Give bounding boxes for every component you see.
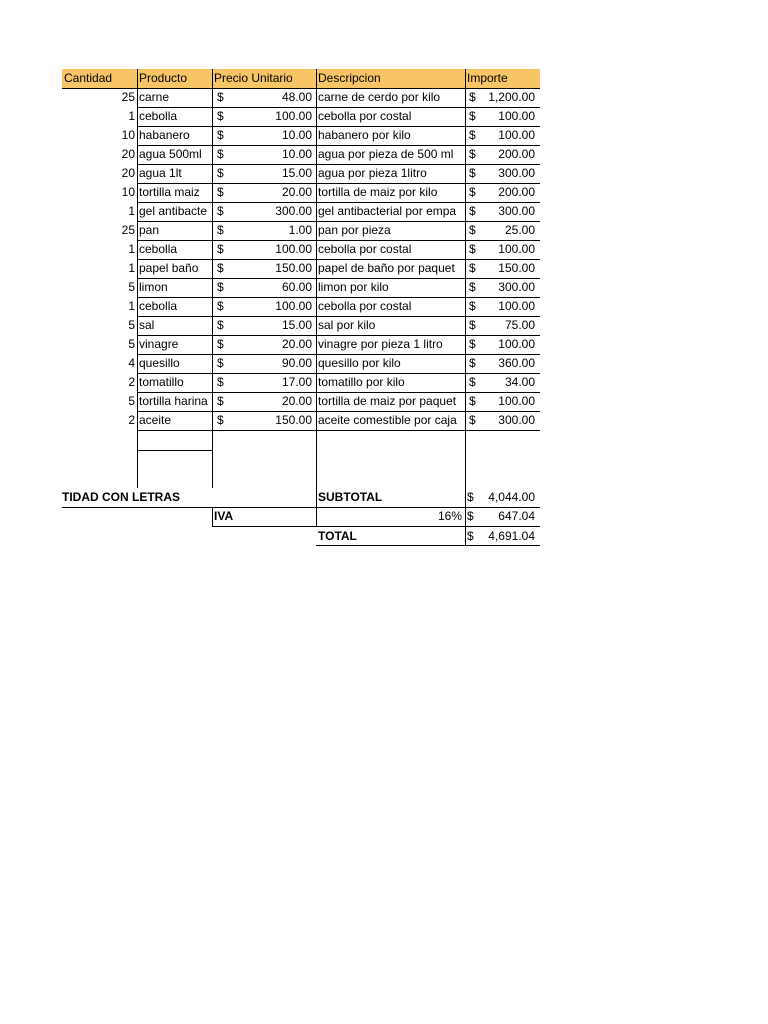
- unit-price-cell[interactable]: 48.00: [281, 90, 312, 104]
- qty-cell[interactable]: 4: [128, 356, 135, 370]
- description-cell[interactable]: aceite comestible por caja: [318, 413, 457, 427]
- amount-cell[interactable]: 100.00: [498, 394, 535, 408]
- amount-cell[interactable]: 360.00: [498, 356, 535, 370]
- header-precio-unitario[interactable]: Precio Unitario: [214, 71, 293, 85]
- description-cell[interactable]: cebolla por costal: [318, 299, 412, 313]
- product-cell[interactable]: quesillo: [139, 356, 180, 370]
- subtotal-currency-symbol: $: [467, 490, 474, 504]
- price-currency-symbol: $: [217, 280, 224, 294]
- unit-price-cell[interactable]: 150.00: [275, 413, 312, 427]
- amount-currency-symbol: $: [469, 318, 476, 332]
- grid-hline: [62, 88, 540, 89]
- qty-cell[interactable]: 1: [128, 299, 135, 313]
- product-cell[interactable]: vinagre: [139, 337, 179, 351]
- iva-label[interactable]: IVA: [214, 509, 234, 523]
- price-currency-symbol: $: [217, 128, 224, 142]
- product-cell[interactable]: tortilla harina: [139, 394, 208, 408]
- qty-cell[interactable]: 10: [121, 128, 135, 142]
- grid-hline: [137, 183, 540, 184]
- qty-cell[interactable]: 20: [121, 166, 135, 180]
- amount-cell[interactable]: 300.00: [498, 280, 535, 294]
- unit-price-cell[interactable]: 20.00: [281, 337, 312, 351]
- qty-cell[interactable]: 1: [128, 242, 135, 256]
- amount-cell[interactable]: 1,200.00: [488, 90, 535, 104]
- amount-cell[interactable]: 300.00: [498, 413, 535, 427]
- grid-hline: [137, 354, 540, 355]
- product-cell[interactable]: aceite: [139, 413, 172, 427]
- cantidad-con-letras-label[interactable]: TIDAD CON LETRAS: [62, 490, 180, 504]
- amount-cell[interactable]: 34.00: [504, 375, 535, 389]
- price-currency-symbol: $: [217, 318, 224, 332]
- amount-cell[interactable]: 100.00: [498, 299, 535, 313]
- amount-currency-symbol: $: [469, 242, 476, 256]
- qty-cell[interactable]: 1: [128, 204, 135, 218]
- unit-price-cell[interactable]: 90.00: [281, 356, 312, 370]
- unit-price-cell[interactable]: 10.00: [281, 147, 312, 161]
- description-cell[interactable]: cebolla por costal: [318, 109, 412, 123]
- product-cell[interactable]: cebolla: [139, 242, 178, 256]
- qty-cell[interactable]: 2: [128, 375, 135, 389]
- amount-cell[interactable]: 300.00: [498, 166, 535, 180]
- qty-cell[interactable]: 1: [128, 109, 135, 123]
- price-currency-symbol: $: [217, 204, 224, 218]
- unit-price-cell[interactable]: 60.00: [281, 280, 312, 294]
- unit-price-cell[interactable]: 100.00: [275, 109, 312, 123]
- qty-cell[interactable]: 20: [121, 147, 135, 161]
- price-currency-symbol: $: [217, 394, 224, 408]
- grid-hline: [137, 392, 540, 393]
- price-currency-symbol: $: [217, 242, 224, 256]
- unit-price-cell[interactable]: 100.00: [275, 242, 312, 256]
- amount-currency-symbol: $: [469, 299, 476, 313]
- product-cell[interactable]: habanero: [139, 128, 190, 142]
- grid-hline: [137, 335, 540, 336]
- unit-price-cell[interactable]: 300.00: [275, 204, 312, 218]
- grid-hline: [137, 259, 540, 260]
- qty-cell[interactable]: 5: [128, 318, 135, 332]
- total-label[interactable]: TOTAL: [318, 529, 357, 543]
- unit-price-cell[interactable]: 1.00: [288, 223, 312, 237]
- unit-price-cell[interactable]: 10.00: [281, 128, 312, 142]
- description-cell[interactable]: papel de baño por paquet: [318, 261, 455, 275]
- grid-hline: [137, 278, 540, 279]
- subtotal-label[interactable]: SUBTOTAL: [318, 490, 383, 504]
- product-cell[interactable]: carne: [139, 90, 170, 104]
- unit-price-cell[interactable]: 17.00: [281, 375, 312, 389]
- description-cell[interactable]: agua por pieza 1litro: [318, 166, 427, 180]
- price-currency-symbol: $: [217, 109, 224, 123]
- grid-vline: [212, 507, 213, 526]
- amount-currency-symbol: $: [469, 185, 476, 199]
- amount-currency-symbol: $: [469, 375, 476, 389]
- price-currency-symbol: $: [217, 166, 224, 180]
- amount-currency-symbol: $: [469, 90, 476, 104]
- price-currency-symbol: $: [217, 337, 224, 351]
- grid-hline: [137, 316, 540, 317]
- amount-currency-symbol: $: [469, 356, 476, 370]
- grid-hline: [137, 164, 540, 165]
- amount-currency-symbol: $: [469, 147, 476, 161]
- amount-currency-symbol: $: [469, 261, 476, 275]
- price-currency-symbol: $: [217, 185, 224, 199]
- description-cell[interactable]: gel antibacterial por empa: [318, 204, 457, 218]
- grid-hline: [137, 221, 540, 222]
- price-currency-symbol: $: [217, 356, 224, 370]
- amount-cell[interactable]: 100.00: [498, 242, 535, 256]
- iva-rate[interactable]: 16%: [437, 509, 462, 523]
- header-descripcion[interactable]: Descripcion: [318, 71, 381, 85]
- amount-cell[interactable]: 200.00: [498, 147, 535, 161]
- product-cell[interactable]: agua 1lt: [139, 166, 182, 180]
- amount-cell[interactable]: 75.00: [504, 318, 535, 332]
- description-cell[interactable]: tortilla de maiz por paquet: [318, 394, 457, 408]
- qty-cell[interactable]: 25: [121, 223, 135, 237]
- header-cantidad[interactable]: Cantidad: [64, 71, 113, 85]
- unit-price-cell[interactable]: 100.00: [275, 299, 312, 313]
- amount-currency-symbol: $: [469, 204, 476, 218]
- product-cell[interactable]: tomatillo: [139, 375, 184, 389]
- grid-vline: [316, 69, 317, 527]
- unit-price-cell[interactable]: 20.00: [281, 394, 312, 408]
- product-cell[interactable]: sal: [139, 318, 155, 332]
- product-cell[interactable]: cebolla: [139, 299, 178, 313]
- description-cell[interactable]: limon por kilo: [318, 280, 389, 294]
- description-cell[interactable]: pan por pieza: [318, 223, 391, 237]
- description-cell[interactable]: tomatillo por kilo: [318, 375, 405, 389]
- grid-hline: [137, 450, 212, 451]
- grid-vline: [137, 69, 138, 488]
- total-value[interactable]: 4,691.04: [488, 529, 535, 543]
- qty-cell[interactable]: 1: [128, 261, 135, 275]
- amount-cell[interactable]: 100.00: [498, 337, 535, 351]
- grid-hline: [62, 507, 540, 508]
- price-currency-symbol: $: [217, 90, 224, 104]
- description-cell[interactable]: sal por kilo: [318, 318, 376, 332]
- grid-hline: [137, 240, 540, 241]
- amount-currency-symbol: $: [469, 413, 476, 427]
- product-cell[interactable]: papel baño: [139, 261, 199, 275]
- amount-currency-symbol: $: [469, 128, 476, 142]
- description-cell[interactable]: cebolla por costal: [318, 242, 412, 256]
- price-currency-symbol: $: [217, 223, 224, 237]
- iva-currency-symbol: $: [467, 509, 474, 523]
- grid-hline: [316, 545, 540, 546]
- qty-cell[interactable]: 5: [128, 337, 135, 351]
- grid-hline: [137, 411, 540, 412]
- product-cell[interactable]: agua 500ml: [139, 147, 202, 161]
- qty-cell[interactable]: 5: [128, 394, 135, 408]
- qty-cell[interactable]: 25: [121, 90, 135, 104]
- amount-cell[interactable]: 25.00: [504, 223, 535, 237]
- iva-value[interactable]: 647.04: [498, 509, 535, 523]
- grid-hline: [137, 297, 540, 298]
- grid-hline: [137, 430, 540, 431]
- description-cell[interactable]: quesillo por kilo: [318, 356, 401, 370]
- amount-cell[interactable]: 100.00: [498, 128, 535, 142]
- qty-cell[interactable]: 2: [128, 413, 135, 427]
- product-cell[interactable]: cebolla: [139, 109, 178, 123]
- grid-hline: [137, 373, 540, 374]
- unit-price-cell[interactable]: 20.00: [281, 185, 312, 199]
- unit-price-cell[interactable]: 15.00: [281, 318, 312, 332]
- price-currency-symbol: $: [217, 147, 224, 161]
- price-currency-symbol: $: [217, 261, 224, 275]
- description-cell[interactable]: habanero por kilo: [318, 128, 411, 142]
- amount-currency-symbol: $: [469, 280, 476, 294]
- product-cell[interactable]: pan: [139, 223, 160, 237]
- amount-cell[interactable]: 300.00: [498, 204, 535, 218]
- unit-price-cell[interactable]: 15.00: [281, 166, 312, 180]
- price-currency-symbol: $: [217, 375, 224, 389]
- unit-price-cell[interactable]: 150.00: [275, 261, 312, 275]
- product-cell[interactable]: gel antibacte: [139, 204, 208, 218]
- description-cell[interactable]: carne de cerdo por kilo: [318, 90, 441, 104]
- description-cell[interactable]: agua por pieza de 500 ml: [318, 147, 454, 161]
- qty-cell[interactable]: 10: [121, 185, 135, 199]
- price-currency-symbol: $: [217, 299, 224, 313]
- grid-vline: [465, 69, 466, 546]
- total-currency-symbol: $: [467, 529, 474, 543]
- qty-cell[interactable]: 5: [128, 280, 135, 294]
- description-cell[interactable]: tortilla de maiz por kilo: [318, 185, 438, 199]
- grid-hline: [212, 526, 540, 527]
- grid-hline: [137, 107, 540, 108]
- grid-hline: [137, 145, 540, 146]
- product-cell[interactable]: limon: [139, 280, 168, 294]
- product-cell[interactable]: tortilla maiz: [139, 185, 200, 199]
- amount-currency-symbol: $: [469, 109, 476, 123]
- description-cell[interactable]: vinagre por pieza 1 litro: [318, 337, 443, 351]
- amount-currency-symbol: $: [469, 394, 476, 408]
- amount-currency-symbol: $: [469, 223, 476, 237]
- header-importe[interactable]: Importe: [467, 71, 508, 85]
- header-producto[interactable]: Producto: [139, 71, 188, 85]
- amount-currency-symbol: $: [469, 166, 476, 180]
- amount-cell[interactable]: 150.00: [498, 261, 535, 275]
- amount-cell[interactable]: 200.00: [498, 185, 535, 199]
- amount-cell[interactable]: 100.00: [498, 109, 535, 123]
- subtotal-value[interactable]: 4,044.00: [488, 490, 535, 504]
- grid-vline: [212, 69, 213, 488]
- price-currency-symbol: $: [217, 413, 224, 427]
- grid-hline: [137, 202, 540, 203]
- grid-hline: [137, 126, 540, 127]
- amount-currency-symbol: $: [469, 337, 476, 351]
